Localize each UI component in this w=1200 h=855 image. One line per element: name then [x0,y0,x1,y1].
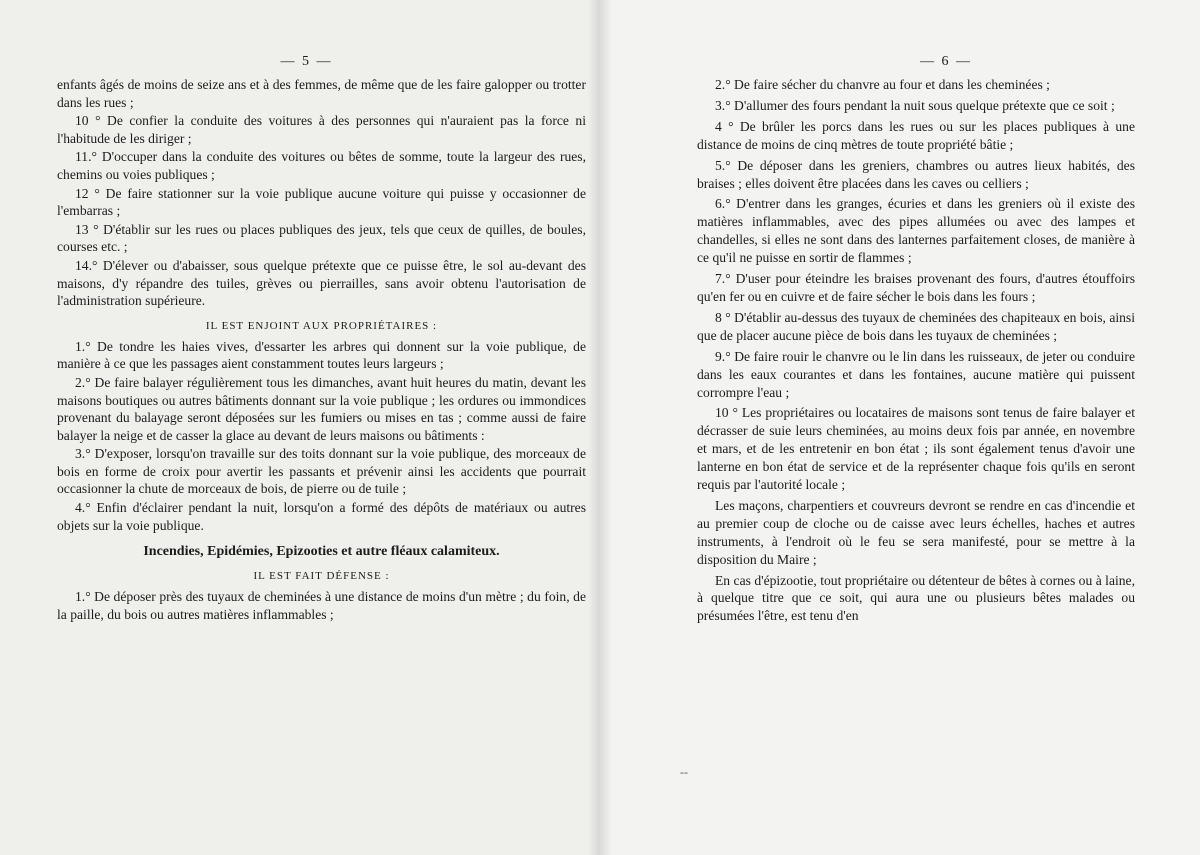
paragraph: 1.° De tondre les haies vives, d'essarter les arbres qui donnent sur la voie publique, de manière à ce que les passages aient constamment toutes leurs largeurs ; [57,338,586,372]
paragraph: 14.° D'élever ou d'abaisser, sous quelque prétexte que ce puisse être, le sol au-devant des maisons, d'y répandre des tuiles, grèves ou pierrailles, sans avoir obtenu l'autorisation de l'administration supérieure. [57,257,586,309]
right-page [600,0,1200,855]
paragraph: 3.° D'exposer, lorsqu'on travaille sur des toits donnant sur la voie publique, des morceaux de bois en forme de croix pour avertir les passants et prévenir ainsi les accidents que pourrait occasionner la chute de morceaux de bois, de pierre ou de tuile ; [57,446,586,497]
paragraph: 10 ° Les propriétaires ou locataires de maisons sont tenus de faire balayer et décrasser de suie leurs cheminées, au moins deux fois par année, en novembre et mars, et de les entretenir en bon état ; ils sont également tenus d'avoir une lanterne en bon état de service et de la représenter chaque fois qu'ils en seront requis par l'autorité locale ; [697,405,1135,493]
section-heading: Incendies, Epidémies, Epizooties et autre fléaux calamiteux. [143,544,500,560]
paragraph: Les maçons, charpentiers et couvreurs devront se rendre en cas d'incendie et au premier coup de cloche ou de caisse avec leurs échelles, haches et autres instruments, à l'endroit où le feu se sera manifesté, pour se mettre à la disposition du Maire ; [697,497,1135,567]
paragraph: 10 ° De confier la conduite des voitures à des personnes qui n'auraient pas la force ni l'habitude de les diriger ; [57,113,586,146]
paragraph: 6.° D'entrer dans les granges, écuries et dans les greniers où il existe des matières inflammables, avec des pipes allumées ou avec des lampes et chandelles, si elles ne sont dans des lanternes parfaitement closes, de manière à ce qu'il ne puisse en sortir de flammes ; [697,196,1135,266]
paragraph: 11.° D'occuper dans la conduite des voitures ou bêtes de somme, toute la largeur des rues, chemins ou voies publiques ; [57,149,586,182]
page-number-right: — 6 — [920,54,972,69]
paragraph: 7.° D'user pour éteindre les braises provenant des fours, d'autres étouffoirs qu'en fer ou en cuivre et de faire sécher le bois dans les fours ; [697,271,1135,304]
heading-defense: IL EST FAIT DÉFENSE : [253,570,390,583]
heading-enjoint: IL EST ENJOINT AUX PROPRIÉTAIRES : [205,319,438,332]
paragraph: 8 ° D'établir au-dessus des tuyaux de cheminées des chapiteaux en bois, ainsi que de placer aucune pièce de bois dans les tuyaux de cheminées ; [697,309,1135,343]
paragraph: 5.° De déposer dans les greniers, chambres ou autres lieux habités, des braises ; elles doivent être placées dans les caves ou celliers ; [697,157,1135,191]
book-gutter [588,0,612,855]
paragraph: 2.° De faire balayer régulièrement tous les dimanches, avant huit heures du matin, devant les maisons boutiques ou autres bâtiments donnant sur la voie publique ; les ordures ou immondices provenant du balayage seront déposées sur les fumiers ou mises en tas ; comme aussi de faire balayer la neige et de casser la glace au devant de leurs maisons ou bâtiments : [57,374,586,443]
paragraph: 2.° De faire sécher du chanvre au four et dans les cheminées ; [715,77,1050,92]
paragraph: enfants âgés de moins de seize ans et à des femmes, de même que de les faire galopper ou trotter dans les rues ; [57,77,586,110]
paragraph: 3.° D'allumer des fours pendant la nuit sous quelque prétexte que ce soit ; [715,97,1115,113]
paragraph: 4 ° De brûler les porcs dans les rues ou sur les places publiques à une distance de moins de cinq mètres de toute propriété bâtie ; [697,118,1135,152]
paragraph: 9.° De faire rouir le chanvre ou le lin dans les ruisseaux, de jeter ou conduire dans les eaux courantes et dans les fontaines, aucune matière qui puissent corrompre l'eau ; [697,348,1135,400]
paragraph: En cas d'épizootie, tout propriétaire ou détenteur de bêtes à cornes ou à laine, à quelque titre que ce soit, qui aura une ou plusieurs bêtes malades ou présumées l'être, est tenu d'en [697,572,1135,624]
paragraph: 13 ° D'établir sur les rues ou places publiques des jeux, tels que ceux de quilles, de boules, courses etc. ; [57,221,586,255]
paragraph: 1.° De déposer près des tuyaux de cheminées à une distance de moins d'un mètre ; du foin, de la paille, du bois ou autres matières inflammables ; [57,589,586,622]
margin-mark: -- [680,765,688,779]
paragraph: 4.° Enfin d'éclairer pendant la nuit, lorsqu'on a formé des dépôts de matériaux ou autres objets sur la voie publique. [57,500,586,533]
page-number-left: — 5 — [280,54,333,69]
paragraph: 12 ° De faire stationner sur la voie publique aucune voiture qui puisse y occasionner de l'embarras ; [57,185,586,219]
